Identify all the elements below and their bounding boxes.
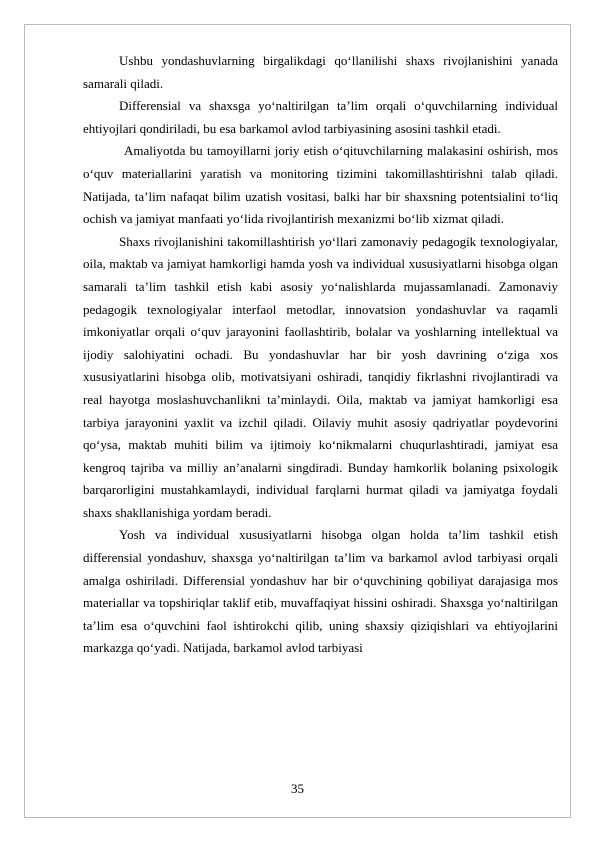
page-number: 35 [291, 781, 304, 796]
paragraph-4: Shaxs rivojlanishini takomillashtirish yo‘llari zamonaviy pedagogik texnologiyalar, oila, maktab va jamiyat hamkorligi hamda yosh va individual xususiyatlarni hisobga olgan samarali ta’lim tashkil etish kabi asosiy yo‘nalishlarda mujassamlanadi. Zamonaviy pedagogik texnologiyalar interfaol metodlar, innovatsion yondashuvlar va raqamli imkoniyatlar orqali o‘quv jarayonini faollashtirib, bolalar va yoshlarning intellektual va ijodiy salohiyatini ochadi. Bu yondashuvlar har bir yosh davrining o‘ziga xos xususiyatlarini hisobga olib, motivatsiyani oshiradi, tanqidiy fikrlashni rivojlantiradi va real hayotga moslashuvchanlikni ta’minlaydi. Oila, maktab va jamiyat hamkorligi esa tarbiya jarayonini yaxlit va izchil qiladi. Oilaviy muhit asosiy qadriyatlar poydevorini qo‘ysa, maktab muhiti bilim va ijtimoiy ko‘nikmalarni chuqurlashtiradi, jamiyat esa kengroq tajriba va milliy an’analarni singdiradi. Bunday hamkorlik bolaning psixologik barqarorligini mustahkamlaydi, individual farqlarni hurmat qiladi va jamiyatga foydali shaxs shakllanishiga yordam beradi. [83, 233, 558, 520]
paragraph-1: Ushbu yondashuvlarning birgalikdagi qo‘llanilishi shaxs rivojlanishini yanada samarali qiladi. [83, 53, 558, 91]
paragraph-5: Yosh va individual xususiyatlarni hisobga olgan holda ta’lim tashkil etish differensial yondashuv, shaxsga yo‘naltirilgan ta’lim va barkamol avlod tarbiyasi orqali amalga oshiriladi. Differensial yondashuv har bir o‘quvchining qobiliyat darajasiga mos materiallar va topshiriqlar taklif etib, muvaffaqiyat hissini oshiradi. Shaxsga yo‘naltirilgan ta’lim esa o‘quvchini faol ishtirokchi qilib, uning shaxsiy qiziqishlari va ehtiyojlarini markazga qo‘yadi. Natijada, barkamol avlod tarbiyasi [83, 527, 558, 656]
document-body [83, 50, 558, 660]
paragraph-3: Amaliyotda bu tamoyillarni joriy etish o‘qituvchilarning malakasini oshirish, mos o‘quv materiallarini yaratish va monitoring tizimini takomillashtirishni talab qiladi. Natijada, ta’lim nafaqat bilim uzatish vositasi, balki har bir shaxsning potentsialini to‘liq ochish va jamiyat manfaati yo‘lida rivojlantirish mexanizmi bo‘lib xizmat qiladi. [83, 143, 558, 227]
paragraph-2: Differensial va shaxsga yo‘naltirilgan ta’lim orqali o‘quvchilarning individual ehtiyojlari qondiriladi, bu esa barkamol avlod tarbiyasining asosini tashkil etadi. [83, 98, 558, 136]
